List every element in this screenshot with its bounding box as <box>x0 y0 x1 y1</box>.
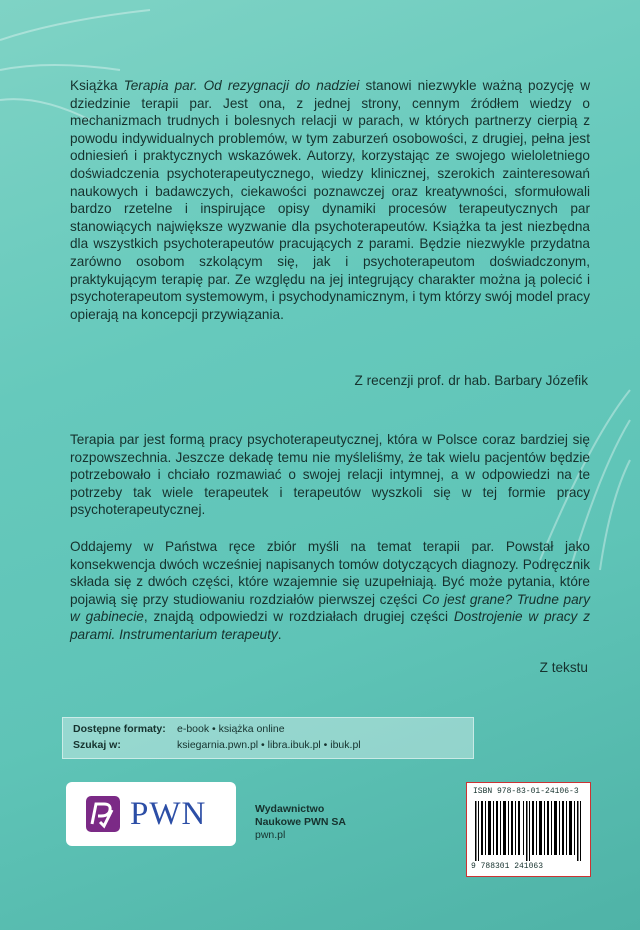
isbn-digits: 9 788301 241063 <box>471 862 544 871</box>
search-value: ksiegarnia.pwn.pl • libra.ibuk.pl • ibuk.pl <box>177 739 361 751</box>
pwn-logo-text: PWN <box>130 796 207 832</box>
formats-label: Dostępne formaty: <box>73 723 166 735</box>
barcode-icon <box>475 801 582 861</box>
review-attribution: Z recenzji prof. dr hab. Barbary Józefik <box>354 373 588 388</box>
excerpt-paragraph-2: Oddajemy w Państwa ręce zbiór myśli na temat terapii par. Powstał jako konsekwencja dwóch wcześniej napisanych tomów dotyczących diagnozy. Podręcznik składa się z dwóch części, które wzajemnie się uzupełniają. Być może pytania, które pojawią się przy studiowaniu rozdziałów pierwszej części Co jest grane? Trudne pary w gabinecie, znajdą odpowiedzi w rozdziałach drugiej części Dostrojenie w pracy z parami. Instrumentarium terapeuty. <box>70 539 590 642</box>
search-label: Szukaj w: <box>73 739 121 751</box>
formats-value: e-book • książka online <box>177 723 285 735</box>
publisher-info <box>255 803 346 842</box>
book-title: Terapia par. Od rezygnacji do nadziei <box>123 78 360 93</box>
publisher-url: pwn.pl <box>255 829 286 841</box>
pwn-logo <box>66 782 236 846</box>
isbn-barcode <box>466 782 591 877</box>
pwn-logo-mark-icon <box>86 796 120 832</box>
excerpt-attribution: Z tekstu <box>539 660 588 675</box>
isbn-label: ISBN 978-83-01-24106-3 <box>473 787 579 796</box>
review-paragraph: Książka Terapia par. Od rezygnacji do nadziei stanowi niezwykle ważną pozycję w dziedzinie terapii par. Jest ona, z jednej strony, cennym źródłem wiedzy o mechanizmach trudnych i bolesnych relacji w parach, w których partnerzy cierpią z powodu indywidualnych problemów, w tym zaburzeń osobowości, z drugiej, pełna jest odniesień i praktycznych wskazówek. Autorzy, korzystając ze swojego wieloletniego doświadczenia psychoterapeutycznego, wiedzy klinicznej, szerokich zainteresowań naukowych i badawczych, ciekawości poznawczej oraz kreatywności, sformułowali bardzo rzetelne i inspirujące opisy dynamiki procesów terapeutycznych par stanowiących największe wyzwanie dla psychoterapeutów. Książka ta jest niezbędna dla wszystkich psychoterapeutów pracujących z parami. Będzie niezwykle przydatna zarówno osobom szkolącym się, jak i psychoterapeutom doświadczonym, praktykującym terapię par. Ze względu na jej integrujący charakter można ją polecić i psychoterapeutom systemowym, i psychodynamicznym, i tym którzy swój model pracy opierają na koncepcji przywiązania. <box>70 78 591 322</box>
excerpt-paragraph-1: Terapia par jest formą pracy psychoterapeutycznej, która w Polsce coraz bardziej się rozpowszechnia. Jeszcze dekadę temu nie myśleliśmy, że tak wielu pacjentów będzie potrzebowało i chciało rozmawiać o swojej relacji intymnej, a w odpowiedzi na te potrzeby tak wiele terapeutek i terapeutów wyszkoli się w tej formie pracy psychoterapeutycznej. <box>70 432 590 518</box>
formats-box <box>62 717 474 759</box>
publisher-name-line1: Wydawnictwo <box>255 803 325 815</box>
publisher-name-line2: Naukowe PWN SA <box>255 816 347 828</box>
